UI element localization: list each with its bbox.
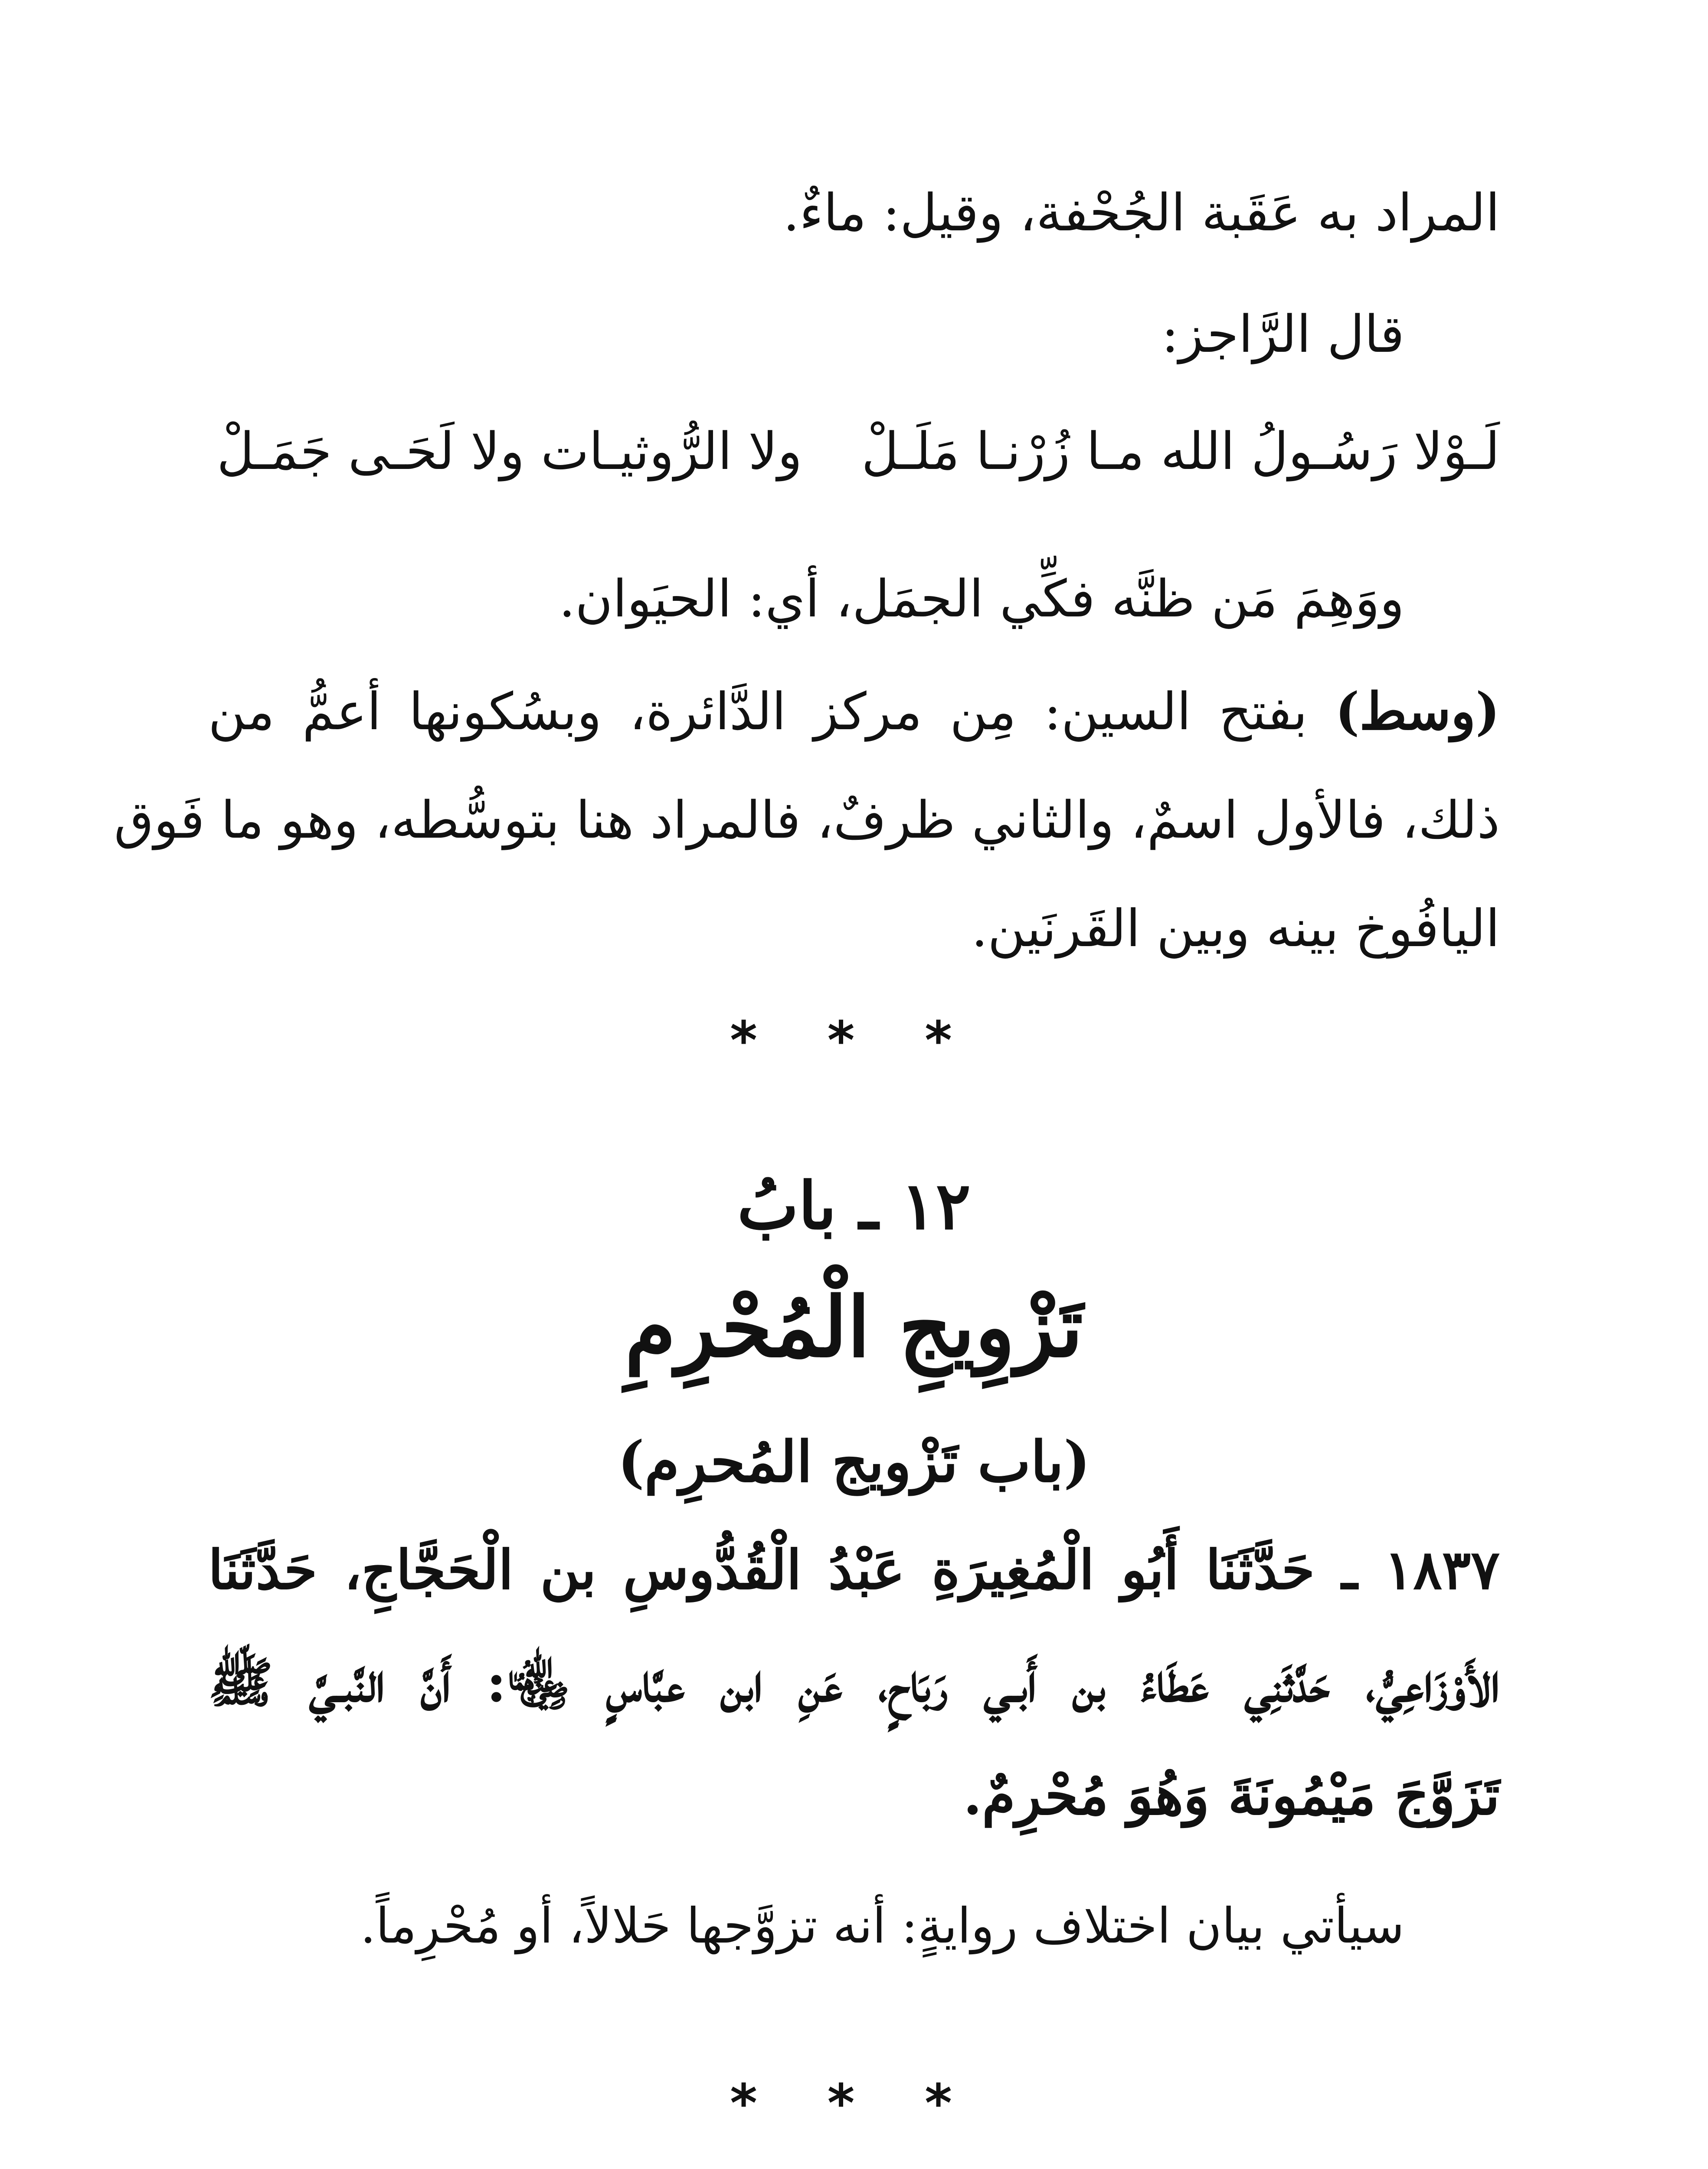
- commentary-line-1: ووَهِمَ مَن ظنَّه فكِّي الجمَل، أي: الحيَوان.: [559, 569, 1404, 629]
- commentary-line-3: ذلك، فالأول اسمٌ، والثاني ظرفٌ، فالمراد هنا بتوسُّطه، وهو ما فَوق: [114, 790, 1500, 850]
- verse-second-hemistich: ولا الرُّوثيـات ولا لَحَـى جَمَـلْ: [217, 421, 802, 481]
- chapter-subtitle: (باب تَزْويج المُحرِم): [618, 1429, 1090, 1495]
- note-line: سيأتي بيان اختلاف روايةٍ: أنه تزوَّجها حَلالاً، أو مُحْرِماً.: [360, 1898, 1404, 1954]
- hadith-line-1: ١٨٣٧ ـ حَدَّثَنَا أَبُو الْمُغِيرَةِ عَبْدُ الْقُدُّوسِ بن الْحَجَّاجِ، حَدَّثَنَا: [208, 1539, 1500, 1602]
- commentary-line-4: اليافُوخ بينه وبين القَرنَين.: [971, 898, 1500, 958]
- section-separator-bottom: * * *: [730, 2074, 978, 2134]
- headword: (وسط): [1335, 681, 1500, 741]
- verse-first-hemistich: لَـوْلا رَسُـولُ الله مـا زُرْنـا مَلَـلْ: [861, 421, 1500, 481]
- hadith-line-2: الأَوْزَاعِيُّ، حَدَّثَنِي عَطَاءُ بن أَبـي رَبَاحٍ، عَنِ ابن عبَّاسٍ ﵄: أَنَّ النَّبـيَّ ﷺ: [208, 1651, 1500, 1714]
- chapter-number: ١٢ ـ بابُ: [737, 1168, 971, 1244]
- hadith-line-3: تَزَوَّجَ مَيْمُونَةَ وَهُوَ مُحْرِمٌ.: [963, 1764, 1500, 1827]
- commentary-line-2: [208, 677, 1500, 746]
- section-separator: * * *: [730, 1011, 978, 1071]
- poet-intro: قال الرَّاجز:: [1161, 304, 1404, 364]
- chapter-title: تَزْوِيجِ الْمُحْرِمِ: [625, 1279, 1083, 1376]
- commentary-line-2-text: بفتح السين: مِن مركز الدَّائرة، وبسُكونها أعمُّ من: [208, 681, 1308, 741]
- text-line-1: المراد به عَقَبة الجُحْفة، وقيل: ماءٌ.: [783, 183, 1500, 242]
